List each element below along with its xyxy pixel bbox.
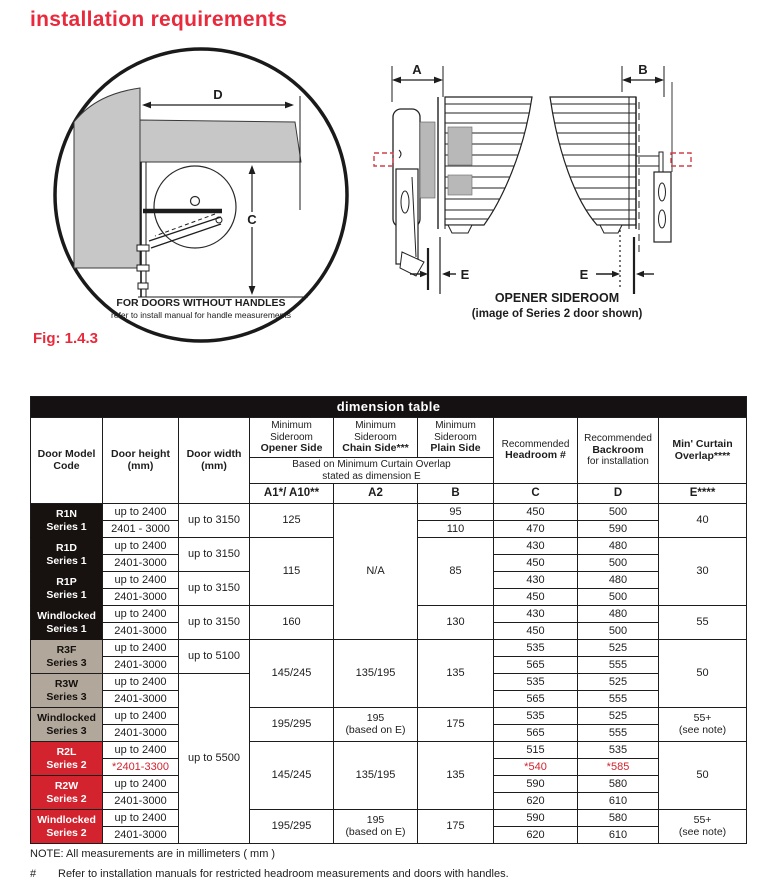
- b-cell: 135: [418, 742, 494, 810]
- letter-c: C: [494, 484, 578, 504]
- e-cell: 50: [659, 742, 747, 810]
- width-cell: up to 3150: [179, 606, 250, 640]
- height-cell: 2401-3000: [103, 657, 179, 674]
- table-title-row: [31, 397, 747, 418]
- d-cell: 500: [578, 555, 659, 572]
- left-red-dashed-box: [374, 153, 393, 166]
- header-door-height: [103, 418, 179, 504]
- model-series: Series 3: [46, 690, 87, 703]
- dim-label-c: C: [247, 212, 257, 227]
- model-cell: [31, 674, 103, 708]
- c-cell: 450: [494, 623, 578, 640]
- model-cell: [31, 742, 103, 776]
- header-text: Minimum: [435, 420, 476, 432]
- header-text: Door Model: [37, 447, 96, 460]
- c-cell: 620: [494, 827, 578, 844]
- page-title: installation requirements: [30, 8, 288, 31]
- model-cell: [31, 606, 103, 640]
- cell-line: (based on E): [345, 825, 406, 838]
- height-cell: *2401-3300: [103, 759, 179, 776]
- b-cell: 85: [418, 538, 494, 606]
- header-text: Sideroom: [354, 431, 397, 443]
- d-cell: 480: [578, 572, 659, 589]
- d-cell: 580: [578, 776, 659, 793]
- model-series: Series 2: [46, 792, 87, 805]
- cell-line: 195: [366, 711, 385, 724]
- dim-label-d: D: [213, 87, 223, 102]
- e-cell: [659, 708, 747, 742]
- model-cell: [31, 640, 103, 674]
- height-cell: 2401-3000: [103, 589, 179, 606]
- header-text: Recommended: [501, 439, 570, 451]
- height-cell: up to 2400: [103, 776, 179, 793]
- model-series: Series 1: [46, 588, 87, 601]
- model-series: Series 1: [46, 622, 87, 635]
- figure-number: Fig: 1.4.3: [33, 330, 99, 347]
- d-cell: 610: [578, 793, 659, 810]
- model-cell: [31, 538, 103, 572]
- d-cell: 480: [578, 538, 659, 555]
- header-text: Door width: [186, 447, 242, 460]
- right-figure-caption: OPENER SIDEROOM: [494, 291, 620, 305]
- height-cell: 2401-3000: [103, 827, 179, 844]
- a1-cell: 195/295: [250, 810, 334, 844]
- e-cell: 40: [659, 504, 747, 538]
- c-cell: 535: [494, 674, 578, 691]
- header-text: Minimum: [355, 420, 396, 432]
- header-text: Sideroom: [270, 431, 313, 443]
- a1-cell: 125: [250, 504, 334, 538]
- header-opener-side: [250, 418, 334, 458]
- model-code: R3F: [56, 643, 77, 656]
- opener-sideroom-diagram: [372, 52, 772, 330]
- model-series: Series 3: [46, 724, 87, 737]
- a1-cell: 195/295: [250, 708, 334, 742]
- cell-line: 55+: [693, 813, 712, 826]
- table-row: [31, 708, 747, 725]
- model-series: Series 1: [46, 554, 87, 567]
- height-cell: 2401 - 3000: [103, 521, 179, 538]
- c-cell: 430: [494, 606, 578, 623]
- dimension-a-arrow: [392, 62, 443, 102]
- a2-cell: [334, 708, 418, 742]
- c-cell: 565: [494, 691, 578, 708]
- e-cell: [659, 810, 747, 844]
- c-cell: 430: [494, 572, 578, 589]
- width-cell: up to 5500: [179, 674, 250, 844]
- c-cell: 430: [494, 538, 578, 555]
- model-code: R1P: [56, 575, 77, 588]
- height-cell: up to 2400: [103, 708, 179, 725]
- header-text: Plain Side: [430, 441, 481, 454]
- d-cell: *585: [578, 759, 659, 776]
- width-cell: up to 5100: [179, 640, 250, 674]
- c-cell: 450: [494, 504, 578, 521]
- table-row: [31, 742, 747, 759]
- a2-cell: [334, 810, 418, 844]
- model-code: R2L: [56, 745, 77, 758]
- height-cell: 2401-3000: [103, 691, 179, 708]
- footnote-symbol: #: [30, 868, 37, 880]
- wall-section-shape: [74, 88, 140, 268]
- width-cell: up to 3150: [179, 572, 250, 606]
- header-text: Minimum: [271, 420, 312, 432]
- a1-cell: 115: [250, 538, 334, 606]
- c-cell: *540: [494, 759, 578, 776]
- d-cell: 500: [578, 504, 659, 521]
- dimension-c-arrow: [138, 165, 308, 297]
- header-text: Code: [53, 459, 80, 472]
- model-series: Series 2: [46, 826, 87, 839]
- model-cell: [31, 708, 103, 742]
- a2-cell: 135/195: [334, 640, 418, 708]
- cell-line: (see note): [678, 723, 727, 736]
- letter-a2: A2: [334, 484, 418, 504]
- model-series: Series 3: [46, 656, 87, 669]
- model-code: Windlocked: [37, 609, 96, 622]
- model-code: R1D: [55, 541, 77, 554]
- header-door-model: [31, 418, 103, 504]
- based-on-cell: [250, 458, 494, 484]
- b-cell: 95: [418, 504, 494, 521]
- model-cell: [31, 572, 103, 606]
- c-cell: 565: [494, 657, 578, 674]
- d-cell: 555: [578, 691, 659, 708]
- right-red-dashed-box: [671, 153, 691, 166]
- left-curtain: [420, 97, 532, 233]
- handle-clearance-diagram: [38, 40, 368, 345]
- cell-line: 55+: [693, 711, 712, 724]
- width-cell: up to 3150: [179, 504, 250, 538]
- opener-unit: [393, 109, 424, 276]
- height-cell: up to 2400: [103, 504, 179, 521]
- e-cell: 55: [659, 606, 747, 640]
- header-text: Overlap****: [674, 449, 731, 462]
- height-cell: 2401-3000: [103, 623, 179, 640]
- cell-line: (see note): [678, 825, 727, 838]
- right-figure-subcaption: (image of Series 2 door shown): [471, 308, 643, 320]
- a1-cell: 145/245: [250, 742, 334, 810]
- left-figure-subcaption: refer to install manual for handle measurements: [110, 310, 292, 320]
- dim-label-b: B: [638, 62, 648, 77]
- dimension-table-section: [30, 396, 747, 880]
- a2-cell: 135/195: [334, 742, 418, 810]
- letter-b: B: [418, 484, 494, 504]
- based-on-text: Based on Minimum Curtain Overlap: [292, 459, 451, 470]
- header-text: for installation: [587, 456, 649, 468]
- d-cell: 610: [578, 827, 659, 844]
- model-code: Windlocked: [37, 813, 96, 826]
- height-cell: up to 2400: [103, 810, 179, 827]
- header-beam-shape: [140, 120, 301, 162]
- header-text: Opener Side: [260, 441, 323, 454]
- c-cell: 590: [494, 776, 578, 793]
- c-cell: 535: [494, 640, 578, 657]
- table-row: [31, 640, 747, 657]
- height-cell: up to 2400: [103, 674, 179, 691]
- d-cell: 525: [578, 640, 659, 657]
- right-curtain: [550, 97, 639, 252]
- header-text: Headroom #: [505, 449, 566, 462]
- d-cell: 525: [578, 674, 659, 691]
- cell-line: (based on E): [345, 723, 406, 736]
- letter-d: D: [578, 484, 659, 504]
- model-code: R1N: [55, 507, 77, 520]
- c-cell: 470: [494, 521, 578, 538]
- table-row: [31, 504, 747, 521]
- height-cell: 2401-3000: [103, 793, 179, 810]
- headroom-footnote: [30, 868, 747, 880]
- header-text: Door height: [111, 447, 170, 460]
- c-cell: 535: [494, 708, 578, 725]
- cell-line: 195: [366, 813, 385, 826]
- table-row: [31, 810, 747, 827]
- model-series: Series 2: [46, 758, 87, 771]
- model-cell: [31, 776, 103, 810]
- header-door-width: [179, 418, 250, 504]
- c-cell: 450: [494, 555, 578, 572]
- d-cell: 580: [578, 810, 659, 827]
- c-cell: 620: [494, 793, 578, 810]
- height-cell: 2401-3000: [103, 725, 179, 742]
- header-text: Backroom: [592, 443, 644, 456]
- e-cell: 30: [659, 538, 747, 606]
- dimension-e-right: [580, 230, 654, 294]
- b-cell: 135: [418, 640, 494, 708]
- header-text: (mm): [201, 459, 227, 472]
- a1-cell: 145/245: [250, 640, 334, 708]
- header-chain-side: [334, 418, 418, 458]
- c-cell: 450: [494, 589, 578, 606]
- d-cell: 525: [578, 708, 659, 725]
- c-cell: 590: [494, 810, 578, 827]
- header-plain-side: [418, 418, 494, 458]
- b-cell: 175: [418, 810, 494, 844]
- measurements-note: NOTE: All measurements are in millimeters ( mm ): [30, 848, 276, 860]
- e-cell: 50: [659, 640, 747, 708]
- header-curtain-overlap: [659, 418, 747, 484]
- width-cell: up to 3150: [179, 538, 250, 572]
- header-row: [31, 418, 747, 458]
- model-cell: [31, 504, 103, 538]
- d-cell: 500: [578, 589, 659, 606]
- model-code: R3W: [54, 677, 79, 690]
- b-cell: 110: [418, 521, 494, 538]
- height-cell: up to 2400: [103, 572, 179, 589]
- height-cell: up to 2400: [103, 538, 179, 555]
- d-cell: 480: [578, 606, 659, 623]
- d-cell: 500: [578, 623, 659, 640]
- header-text: (mm): [127, 459, 154, 472]
- d-cell: 555: [578, 725, 659, 742]
- based-on-text: stated as dimension E: [322, 470, 421, 482]
- header-headroom: [494, 418, 578, 484]
- header-text: Sideroom: [434, 431, 477, 443]
- dim-label-a: A: [412, 62, 422, 77]
- c-cell: 565: [494, 725, 578, 742]
- model-code: R2W: [54, 779, 79, 792]
- letter-a1: A1*/ A10**: [250, 484, 334, 504]
- letter-e: E****: [659, 484, 747, 504]
- height-cell: 2401-3000: [103, 555, 179, 572]
- height-cell: up to 2400: [103, 606, 179, 623]
- left-figure-caption: FOR DOORS WITHOUT HANDLES: [116, 297, 286, 309]
- a1-cell: 160: [250, 606, 334, 640]
- right-bracket: [636, 82, 672, 242]
- a2-cell: N/A: [334, 504, 418, 640]
- header-text: Recommended: [584, 433, 652, 445]
- dim-label-e-left: E: [460, 267, 470, 282]
- b-cell: 175: [418, 708, 494, 742]
- d-cell: 555: [578, 657, 659, 674]
- model-code: Windlocked: [37, 711, 96, 724]
- height-cell: up to 2400: [103, 742, 179, 759]
- model-cell: [31, 810, 103, 844]
- header-text: Min' Curtain: [672, 437, 733, 450]
- table-title: dimension table: [31, 397, 747, 418]
- height-cell: up to 2400: [103, 640, 179, 657]
- header-backroom: [578, 418, 659, 484]
- dimension-table: [30, 396, 747, 844]
- header-text: Chain Side***: [342, 441, 409, 454]
- d-cell: 535: [578, 742, 659, 759]
- dim-label-e-right: E: [579, 267, 589, 282]
- c-cell: 515: [494, 742, 578, 759]
- dimension-b-arrow: [622, 62, 664, 97]
- d-cell: 590: [578, 521, 659, 538]
- footnote-text: Refer to installation manuals for restricted headroom measurements and doors with handles.: [58, 868, 509, 880]
- model-series: Series 1: [46, 520, 87, 533]
- b-cell: 130: [418, 606, 494, 640]
